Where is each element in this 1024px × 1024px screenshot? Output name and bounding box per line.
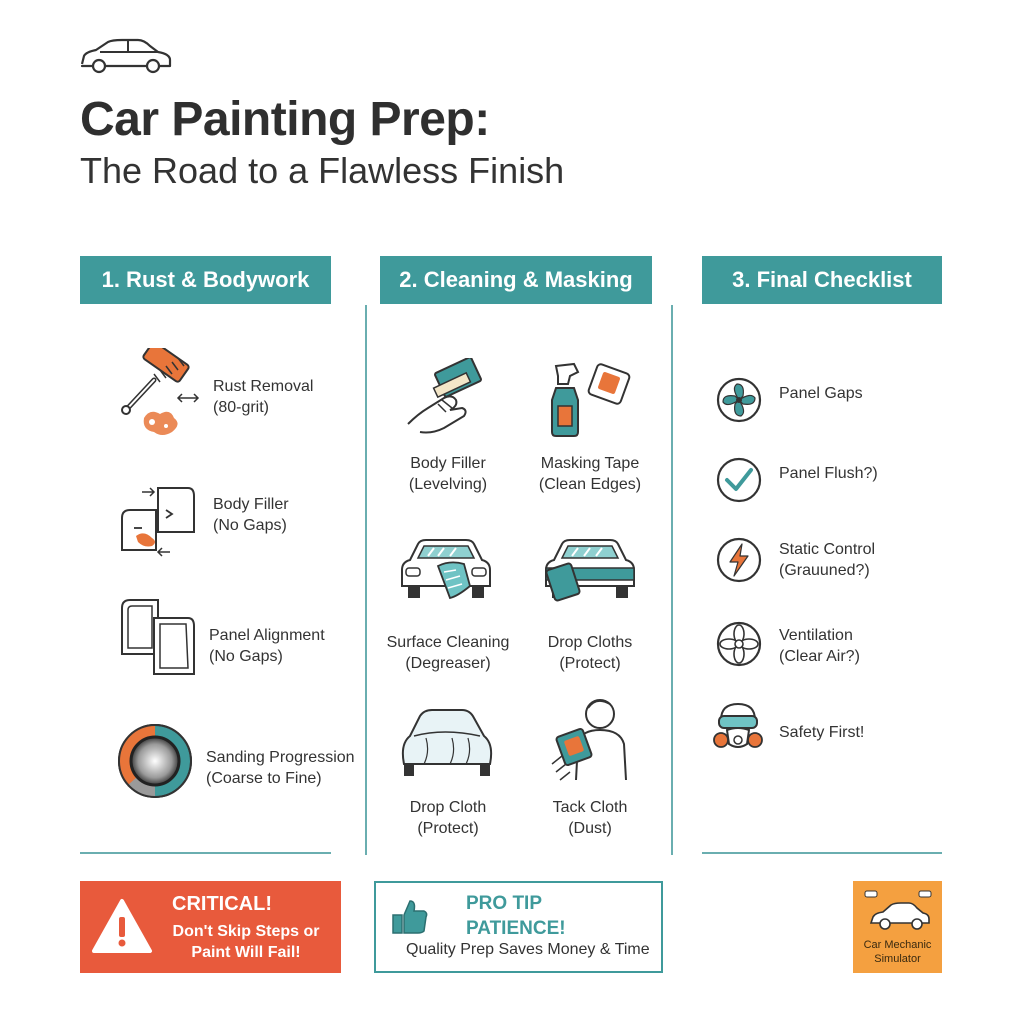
item-line1: Rust Removal [213,378,314,395]
item-line1: Static Control [779,541,876,558]
car-mechanic-logo-icon [861,887,935,935]
covered-car-icon [396,708,496,778]
item-line2: (80-grit) [213,399,270,416]
page-title: Car Painting Prep: [80,93,490,146]
badge-line1: Car Mechanic [863,939,932,951]
thumbs-up-icon [390,897,430,937]
item-line1: Safety First! [779,724,865,741]
item-line1: Ventilation [779,627,853,644]
item-line2: (No Gaps) [209,648,283,665]
pro-tip-text: Quality Prep Saves Money & Time [406,941,650,958]
item-rust-removal [213,376,313,418]
respirator-mask-icon [713,700,763,754]
scraper-brush-icon [114,348,204,438]
page-subtitle: The Road to a Flawless Finish [80,150,565,191]
car-outline-icon [78,36,174,78]
column-divider [671,305,673,855]
pro-tip-title: PRO TIP [466,893,543,914]
checklist-panel-gaps [779,383,863,404]
badge-line2: Simulator [874,953,921,965]
item-line2: (No Gaps) [213,517,287,534]
item-line2: (Dust) [568,820,612,837]
critical-title: CRITICAL! [172,893,272,915]
item-drop-cloth [388,797,508,839]
fan-icon [715,376,763,424]
checkmark-icon [715,456,763,504]
badge-label [853,938,942,966]
item-body-filler-levelving [388,453,508,495]
item-line2: (Clean Edges) [538,476,642,493]
item-line2: (Protect) [559,655,621,672]
item-line1: Drop Cloth [409,799,487,816]
pro-tip-box [374,881,663,973]
sanding-disc-icon [116,722,194,800]
car-wipe-icon [398,536,494,602]
pro-tip-subtitle: PATIENCE! [466,918,566,939]
item-line1: Body Filler [213,496,289,513]
item-line1: Surface Cleaning [386,634,510,651]
item-line1: Panel Alignment [209,627,325,644]
hand-spreader-icon [404,358,486,436]
critical-warning-box [80,881,341,973]
car-mechanic-simulator-badge [853,881,942,973]
section-heading-cleaning-masking: 2. Cleaning & Masking [380,256,652,304]
item-line1: Drop Cloths [547,634,633,651]
item-masking-tape [528,453,652,495]
item-line2: (Coarse to Fine) [206,770,322,787]
item-line1: Sanding Progression [206,749,355,766]
item-line2: (Levelving) [408,476,488,493]
person-tack-cloth-icon [548,694,632,786]
item-drop-cloths [530,632,650,674]
section-heading-rust-bodywork: 1. Rust & Bodywork [80,256,331,304]
item-sanding-progression [206,747,355,789]
panel-alignment-icon [114,596,200,680]
item-line1: Masking Tape [540,455,640,472]
checklist-ventilation [779,625,860,667]
item-line2: (Clear Air?) [779,648,860,665]
item-line1: Panel Gaps [779,385,863,402]
item-line1: Panel Flush?) [779,465,878,482]
section-heading-final-checklist: 3. Final Checklist [702,256,942,304]
item-line2: (Grauuned?) [779,562,870,579]
warning-triangle-icon [90,897,154,955]
ventilation-fan-icon [715,620,763,668]
item-line1: Body Filler [410,455,486,472]
checklist-panel-flush [779,463,878,484]
item-line2: (Protect) [417,820,479,837]
item-surface-cleaning [380,632,516,674]
critical-message [166,921,326,963]
car-cloth-icon [542,536,638,602]
item-body-filler [213,494,289,536]
item-tack-cloth [530,797,650,839]
section-underline [80,852,331,854]
lightning-icon [715,536,763,584]
item-line1: Tack Cloth [552,799,628,816]
column-divider [365,305,367,855]
critical-line2: Paint Will Fail! [191,944,301,961]
checklist-safety-first [779,722,864,743]
spray-bottle-icon [548,358,638,440]
item-line2: (Degreaser) [405,655,491,672]
section-underline [702,852,942,854]
body-filler-panel-icon [112,484,202,558]
checklist-static-control [779,539,875,581]
critical-line1: Don't Skip Steps or [172,923,320,940]
item-panel-alignment [209,625,325,667]
